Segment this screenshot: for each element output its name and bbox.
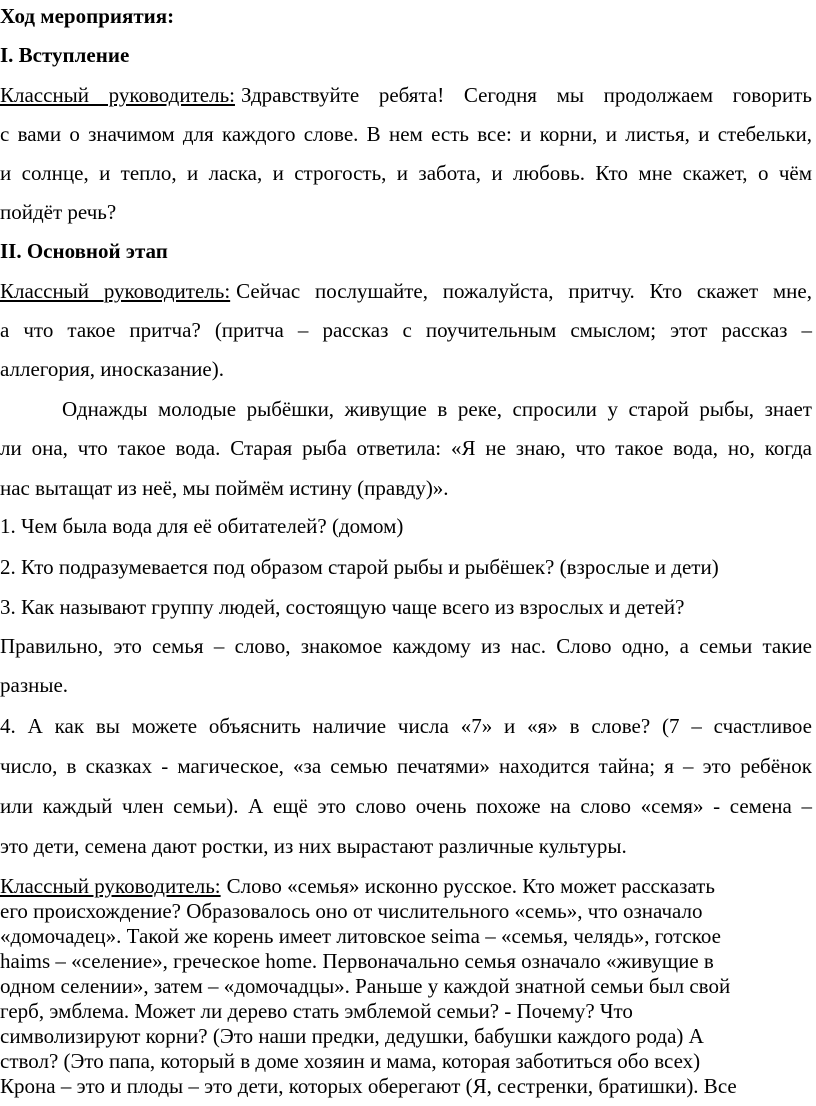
paragraph-5-line-6: герб, эмблема. Может ли дерево стать эмблемой семьи? - Почему? Что <box>0 999 633 1023</box>
paragraph-1-line-4: пойдёт речь? <box>0 200 117 224</box>
speaker-label: Классный руководитель: <box>0 279 231 303</box>
paragraph-1-line-1 <box>0 83 812 107</box>
speaker-label: Классный руководитель: <box>0 874 221 898</box>
paragraph-5-line-2: его происхождение? Образовалось оно от числительного «семь», что означало <box>0 899 703 923</box>
question-4-line-2: число, в сказках - магическое, «за семью печатями» находится тайна; я – это ребёнок <box>0 754 812 778</box>
question-4-line-3: или каждый член семьи). А ещё это слово очень похоже на слово «семя» - семена – <box>0 794 812 818</box>
paragraph-5-line-4: haims – «селение», греческое home. Первоначально семья означало «живущие в <box>0 949 714 973</box>
paragraph-2-line-3: аллегория, иносказание). <box>0 357 224 381</box>
heading: Ход мероприятия: <box>0 4 175 28</box>
question-2: 2. Кто подразумевается под образом старой рыбы и рыбёшек? (взрослые и дети) <box>0 555 719 579</box>
paragraph-5-line-8: ствол? (Это папа, который в доме хозяин и мама, которая заботиться обо всех) <box>0 1049 701 1073</box>
text: Слово «семья» исконно русское. Кто может рассказать <box>226 874 715 898</box>
question-4-line-1: 4. А как вы можете объяснить наличие числа «7» и «я» в слове? (7 – счастливое <box>0 714 812 738</box>
text: Сейчас послушайте, пожалуйста, притчу. Кто скажет мне, <box>236 279 812 303</box>
paragraph-3-line-3: нас вытащат из неё, мы поймём истину (правду)». <box>0 476 449 500</box>
paragraph-5-line-9: Крона – это и плоды – это дети, которых оберегают (Я, сестренки, братишки). Все <box>0 1074 737 1098</box>
paragraph-4-line-1: Правильно, это семья – слово, знакомое каждому из нас. Слово одно, а семьи такие <box>0 634 812 658</box>
paragraph-5-line-7: символизируют корни? (Это наши предки, дедушки, бабушки каждого рода) А <box>0 1024 704 1048</box>
question-1: 1. Чем была вода для её обитателей? (домом) <box>0 514 404 538</box>
paragraph-1-line-3: и солнце, и тепло, и ласка, и строгость, и забота, и любовь. Кто мне скажет, о чём <box>0 161 812 185</box>
paragraph-5-line-1 <box>0 874 812 898</box>
paragraph-3-line-2: ли она, что такое вода. Старая рыба ответила: «Я не знаю, что такое вода, но, когда <box>0 436 812 460</box>
question-3: 3. Как называют группу людей, состоящую чаще всего из взрослых и детей? <box>0 595 685 619</box>
section-1-title: I. Вступление <box>0 43 130 67</box>
paragraph-3-line-1: Однажды молодые рыбёшки, живущие в реке, спросили у старой рыбы, знает <box>62 397 812 421</box>
paragraph-5-line-5: одном селении», затем – «домочадцы». Раньше у каждой знатной семьи был свой <box>0 974 731 998</box>
paragraph-2-line-2: а что такое притча? (притча – рассказ с поучительным смыслом; этот рассказ – <box>0 318 812 342</box>
paragraph-1-line-2: с вами о значимом для каждого слове. В нем есть все: и корни, и листья, и стебельки, <box>0 122 812 146</box>
speaker-label: Классный руководитель: <box>0 83 235 107</box>
paragraph-2-line-1 <box>0 279 812 303</box>
text: Здравствуйте ребята! Сегодня мы продолжаем говорить <box>240 83 813 107</box>
section-2-title: II. Основной этап <box>0 239 168 263</box>
paragraph-5-line-3: «домочадец». Такой же корень имеет литовское seima – «семья, челядь», готское <box>0 924 721 948</box>
paragraph-4-line-2: разные. <box>0 673 69 697</box>
question-4-line-4: это дети, семена дают ростки, из них вырастают различные культуры. <box>0 834 627 858</box>
